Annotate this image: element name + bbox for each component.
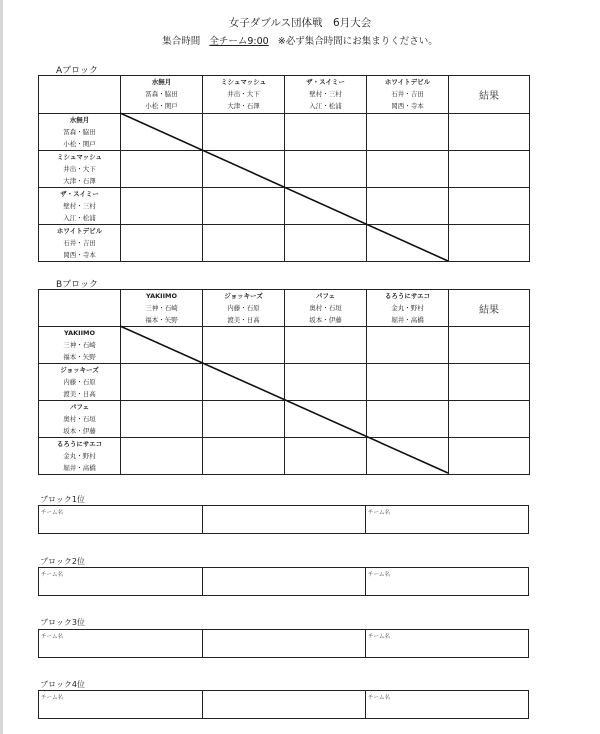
rank-divider (365, 691, 366, 718)
team-pair-1: 三神・石崎 (145, 304, 178, 312)
team-pair-2: 小松・関戸 (145, 102, 178, 110)
team-pair-1: 金丸・野村 (63, 452, 96, 460)
col-header-team (367, 76, 449, 114)
match-cell[interactable] (121, 364, 203, 401)
team-name: 水無月 (69, 116, 90, 124)
rank-1-row (38, 505, 529, 534)
block-a-table (38, 75, 530, 262)
rank-divider (202, 568, 203, 595)
team-pair-2: 大津・石澤 (63, 177, 96, 185)
match-cell[interactable] (121, 438, 203, 475)
team-name-field[interactable]: チーム名 (41, 695, 64, 701)
result-cell[interactable] (449, 438, 530, 475)
result-cell[interactable] (449, 364, 530, 401)
col-header-team (121, 76, 203, 114)
result-cell[interactable] (449, 151, 530, 188)
match-cell[interactable] (285, 438, 367, 475)
rank-4-label: ブロック4位 (40, 680, 85, 689)
rank-divider (202, 630, 203, 657)
match-cell[interactable] (285, 151, 367, 188)
team-name-field[interactable]: チーム名 (368, 695, 391, 701)
match-cell-self (285, 188, 367, 225)
team-pair-1: 石井・吉田 (391, 90, 424, 98)
result-header: 結果 (449, 76, 530, 114)
rank-2-label: ブロック2位 (40, 557, 85, 566)
team-name: ザ・スイミー (60, 190, 99, 198)
row-header-team (39, 188, 121, 225)
team-pair-2: 入江・松浦 (63, 214, 96, 222)
rank-divider (365, 630, 366, 657)
team-pair-1: 奥村・石垣 (309, 304, 342, 312)
col-header-team (121, 290, 203, 327)
result-cell[interactable] (449, 114, 530, 151)
match-cell[interactable] (203, 438, 285, 475)
team-pair-1: 壁村・三村 (309, 90, 342, 98)
match-cell[interactable] (121, 225, 203, 262)
team-pair-1: 冨森・脇田 (145, 90, 178, 98)
page-title: 女子ダブルス団体戦 6月大会 (228, 17, 372, 29)
row-header-team (39, 225, 121, 262)
team-name-field[interactable]: チーム名 (368, 634, 391, 640)
match-cell[interactable] (367, 364, 449, 401)
team-pair-2: 福本・矢野 (145, 316, 178, 324)
team-name: ミシュマッシュ (221, 78, 266, 86)
rank-1-label: ブロック1位 (40, 495, 85, 504)
team-name: ホワイトデビル (56, 227, 103, 235)
row-header-team (39, 364, 121, 401)
team-pair-1: 内藤・石原 (63, 378, 96, 386)
match-cell[interactable] (121, 151, 203, 188)
col-header-team (285, 290, 367, 327)
match-cell[interactable] (203, 401, 285, 438)
team-pair-1: 金丸・野村 (391, 304, 424, 312)
col-header-team (285, 76, 367, 114)
team-pair-2: 小松・関戸 (63, 140, 96, 148)
rank-divider (202, 506, 203, 533)
match-cell[interactable] (203, 114, 285, 151)
rank-divider (202, 691, 203, 718)
rank-divider (365, 568, 366, 595)
col-header-team (367, 290, 449, 327)
rank-4-row (38, 690, 529, 719)
block-b-table (38, 289, 530, 475)
meeting-time-note: ※必ず集合時間にお集まりください。 (277, 36, 438, 47)
team-name: るろうにサエコ (384, 292, 431, 300)
row-header-team (39, 438, 121, 475)
block-b-label: Bブロック (56, 280, 98, 290)
team-pair-2: 大津・石澤 (227, 102, 260, 110)
match-cell[interactable] (367, 327, 449, 364)
match-cell-self (121, 114, 203, 151)
team-name-field[interactable]: チーム名 (41, 510, 64, 516)
rank-3-label: ブロック3位 (40, 618, 85, 627)
match-cell[interactable] (203, 225, 285, 262)
corner-cell (39, 76, 121, 114)
rank-divider (365, 506, 366, 533)
team-name: YAKIIMO (146, 292, 177, 300)
match-cell[interactable] (285, 225, 367, 262)
team-name: パフェ (315, 292, 336, 300)
team-pair-1: 奥村・石垣 (63, 415, 96, 423)
col-header-team (203, 290, 285, 327)
team-pair-1: 壁村・三村 (63, 202, 96, 210)
match-cell[interactable] (367, 401, 449, 438)
match-cell-self (121, 327, 203, 364)
team-pair-2: 岡西・寺本 (391, 102, 424, 110)
team-name: ザ・スイミー (306, 78, 345, 86)
result-cell[interactable] (449, 401, 530, 438)
match-cell[interactable] (203, 188, 285, 225)
team-name: ミシュマッシュ (57, 153, 102, 161)
team-pair-2: 堀井・高橋 (63, 464, 96, 472)
team-pair-1: 石井・吉田 (63, 239, 96, 247)
match-cell-self (203, 151, 285, 188)
match-cell-self (285, 401, 367, 438)
match-cell[interactable] (367, 188, 449, 225)
team-name: るろうにサエコ (56, 440, 103, 448)
match-cell-self (367, 438, 449, 475)
team-name-field[interactable]: チーム名 (41, 634, 64, 640)
block-a-label: Aブロック (56, 66, 98, 76)
row-header-team (39, 327, 121, 364)
match-cell-self (203, 364, 285, 401)
result-cell[interactable] (449, 327, 530, 364)
match-cell[interactable] (121, 401, 203, 438)
team-pair-2: 坂本・伊藤 (63, 427, 96, 435)
team-pair-2: 坂本・伊藤 (309, 316, 342, 324)
meeting-time-value: 全チーム9:00 (209, 36, 269, 47)
match-cell[interactable] (121, 188, 203, 225)
team-pair-1: 三神・石崎 (63, 341, 96, 349)
team-name: パフェ (69, 403, 90, 411)
row-header-team (39, 114, 121, 151)
team-pair-1: 冨森・脇田 (63, 128, 96, 136)
team-pair-1: 井出・大下 (227, 90, 260, 98)
team-pair-1: 井出・大下 (63, 165, 96, 173)
match-cell[interactable] (285, 327, 367, 364)
result-cell[interactable] (449, 188, 530, 225)
team-pair-2: 入江・松浦 (309, 102, 342, 110)
team-pair-2: 福本・矢野 (63, 353, 96, 361)
team-name: ホワイトデビル (384, 78, 431, 86)
page-left-border (0, 0, 3, 734)
row-header-team (39, 401, 121, 438)
match-cell-self (367, 225, 449, 262)
team-pair-2: 渡美・日高 (63, 390, 96, 398)
team-name: ジョッキーズ (224, 292, 263, 300)
meeting-time-label: 集合時間 (162, 36, 201, 47)
col-header-team (203, 76, 285, 114)
team-name-field[interactable]: チーム名 (368, 572, 391, 578)
team-pair-1: 内藤・石原 (227, 304, 260, 312)
match-cell[interactable] (285, 114, 367, 151)
page-subtitle (0, 33, 600, 47)
row-header-team (39, 151, 121, 188)
team-pair-2: 渡美・日高 (227, 316, 260, 324)
rank-2-row (38, 567, 529, 596)
team-pair-2: 堀井・高橋 (391, 316, 424, 324)
result-header: 結果 (449, 290, 530, 327)
team-name: 水無月 (151, 78, 172, 86)
team-name-field[interactable]: チーム名 (41, 572, 64, 578)
match-cell[interactable] (203, 327, 285, 364)
rank-3-row (38, 629, 529, 658)
corner-cell (39, 290, 121, 327)
team-name: ジョッキーズ (60, 366, 99, 374)
result-cell[interactable] (449, 225, 530, 262)
match-cell[interactable] (367, 114, 449, 151)
team-name-field[interactable]: チーム名 (368, 510, 391, 516)
match-cell[interactable] (367, 151, 449, 188)
team-name: YAKIIMO (64, 329, 95, 337)
team-pair-2: 岡西・寺本 (63, 251, 96, 259)
match-cell[interactable] (285, 364, 367, 401)
